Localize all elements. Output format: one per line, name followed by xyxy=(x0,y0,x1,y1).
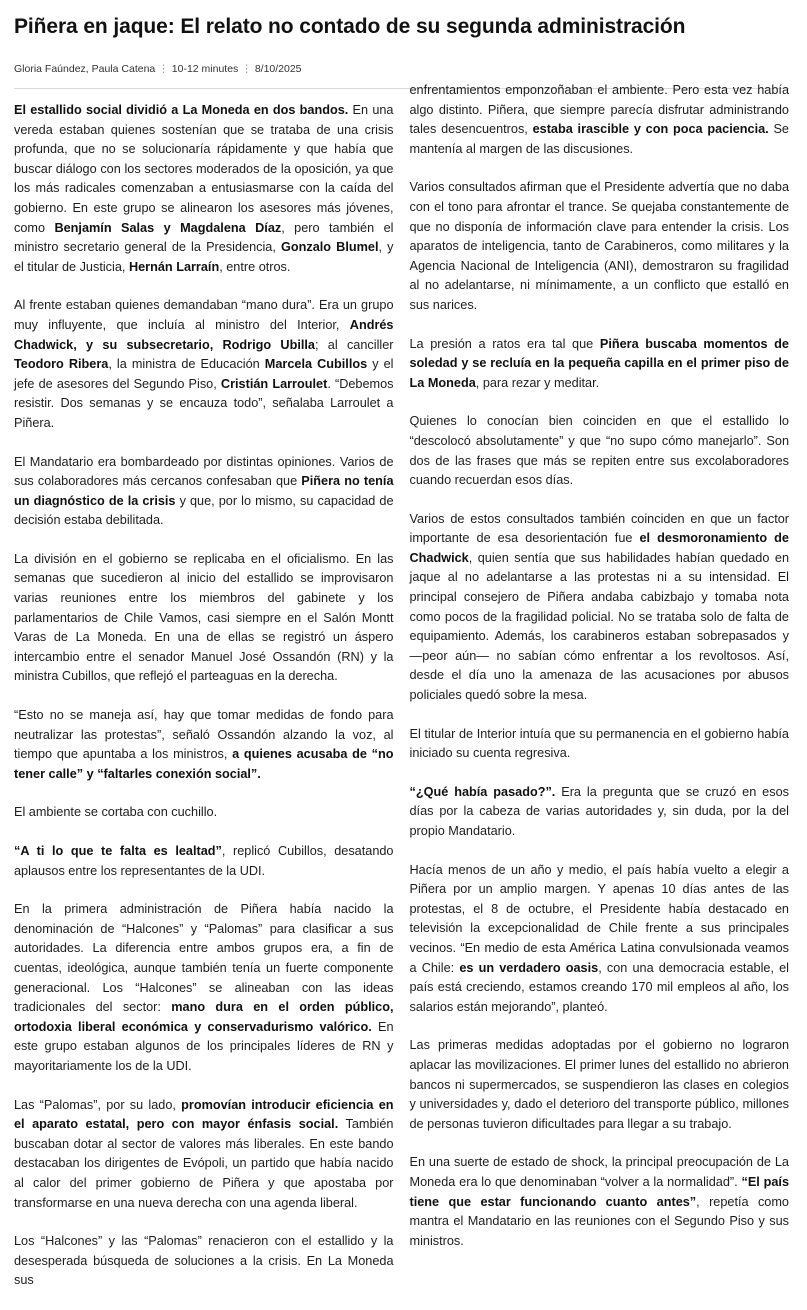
text-run: El ambiente se cortaba con cuchillo. xyxy=(14,805,218,820)
paragraph xyxy=(410,510,790,706)
text-run: Las “Palomas”, por su lado, xyxy=(14,1097,182,1112)
bold-text: el desmoronamiento de Chadwick xyxy=(409,531,789,565)
text-run: Varios consultados afirman que el Presidente advertía que no daba con el tono para afrontar el trance. Se quejaba constantemente de que no disponía de información clave para entender la crisis. Los aparatos de inteligencia, tanto de Carabineros, como militares y la Agencia Nacional de Inteligencia (ANI), demostraron su fragilidad al no adelantarse, ni mínimamente, a un conflicto que estalló en sus narices. xyxy=(409,180,789,312)
text-run: ; al canciller xyxy=(314,337,394,352)
bold-text: “El país tiene que estar funcionando cuanto antes” xyxy=(409,1174,789,1209)
text-run: También buscaban dotar al sector de valores más liberales. En este bando destacaban los dirigentes de Evópoli, un partido que había nacido al calor del primer gobierno de Piñera y que apostaba por transformarse en una nueva derecha con una agenda liberal. xyxy=(14,1117,394,1210)
right-column xyxy=(410,81,790,1310)
text-run: La presión a ratos era tal que xyxy=(409,336,600,351)
paragraph xyxy=(14,1232,394,1291)
article-date: 8/10/2025 xyxy=(254,63,302,75)
text-run: enfrentamientos emponzoñaban el ambiente. Pero esta vez había algo distinto. Piñera, que siempre parecía disfrutar administrando tales desencuentros, xyxy=(409,83,789,137)
paragraph xyxy=(410,725,790,764)
bold-text: Benjamín Salas y Magdalena Díaz xyxy=(54,220,282,235)
article-read-time: 10-12 minutes xyxy=(171,63,239,75)
text-run: En una suerte de estado de shock, la principal preocupación de La Moneda era lo que denominaban “volver a la normalidad”. xyxy=(409,1155,789,1189)
bold-text: a quienes acusaba de “no tener calle” y “faltarles conexión social”. xyxy=(14,747,394,781)
bold-text: Hernán Larraín xyxy=(128,259,220,274)
text-run: , con una democracia estable, el país está creciendo, estamos creando 170 mil empleos al año, los salarios están mejorando”, planteó. xyxy=(409,960,790,1014)
text-run: , y el titular de Justicia, xyxy=(14,240,394,274)
text-run: , entre otros. xyxy=(219,259,291,274)
article-title: Piñera en jaque: El relato no contado de su segunda administración xyxy=(14,15,686,38)
paragraph xyxy=(14,842,394,881)
text-run: , para rezar y meditar. xyxy=(475,375,600,390)
paragraph xyxy=(14,803,394,823)
text-run: . “Debemos resistir. Dos semanas y se encauza todo”, señalaba Larroulet a Piñera. xyxy=(14,376,394,430)
text-run: Hacía menos de un año y medio, el país había vuelto a elegir a Piñera por un amplio margen. Y apenas 10 días antes de las protestas, el 8 de octubre, el Presidente había destacado en televisión la excepcionalidad de Chile frente a sus principales vecinos. “En medio de esta América Latina convulsionada veamos a Chile: xyxy=(409,862,789,975)
paragraph xyxy=(14,706,394,784)
bold-text: Andrés Chadwick, y su subsecretario, Rodrigo Ubilla xyxy=(14,317,394,352)
bold-text: El estallido social dividió a La Moneda en dos bandos. xyxy=(14,103,349,117)
bold-text: “¿Qué había pasado?”. xyxy=(409,784,556,799)
paragraph xyxy=(410,81,790,159)
paragraph xyxy=(14,900,394,1076)
byline-separator: ⋮ xyxy=(158,63,169,75)
bold-text: Piñera no tenía un diagnóstico de la crisis xyxy=(14,474,394,508)
paragraph xyxy=(410,1036,790,1134)
text-run: El titular de Interior intuía que su permanencia en el gobierno había iniciado su cuenta regresiva. xyxy=(409,726,789,761)
text-run: , la ministra de Educación xyxy=(108,357,265,372)
paragraph xyxy=(410,335,790,394)
text-run: El Mandatario era bombardeado por distintas opiniones. Varios de sus colaboradores más cercanos confesaban que xyxy=(14,454,394,489)
text-run: Varios de estos consultados también coinciden en que un factor importante de esa desorientación fue xyxy=(409,511,789,546)
text-run: Quienes lo conocían bien coinciden en que el estallido lo “descolocó absolutamente” y que “no supo cómo manejarlo”. Son dos de las frases que más se repiten entre sus excolaboradores cuando recuerdan esos días. xyxy=(409,414,789,488)
text-run: y el jefe de asesores del Segundo Piso, xyxy=(14,357,394,391)
bold-text: Gonzalo Blumel xyxy=(281,240,379,255)
text-run: y que, por lo mismo, su capacidad de decisión estaba debilitada. xyxy=(14,493,394,528)
paragraph xyxy=(14,453,394,531)
bold-text: “A ti lo que te falta es lealtad” xyxy=(14,844,222,858)
text-run: , pero también el ministro secretario general de la Presidencia, xyxy=(14,220,394,255)
bold-text: es un verdadero oasis xyxy=(459,960,599,975)
left-column xyxy=(14,89,394,1310)
paragraph xyxy=(410,178,790,315)
bold-text: Piñera buscaba momentos de soledad y se recluía en la pequeña capilla en el primer piso de La Moneda xyxy=(409,336,789,390)
article-authors: Gloria Faúndez, Paula Catena xyxy=(14,63,156,75)
bold-text: mano dura en el orden público, ortodoxia liberal económica y conservadurismo valórico. xyxy=(14,1000,394,1034)
paragraph xyxy=(410,861,790,1018)
paragraph xyxy=(410,783,790,842)
text-run: Era la pregunta que se cruzó en esos días por la cabeza de varias autoridades y, sin duda, por la del propio Mandatario. xyxy=(409,784,789,838)
article-body xyxy=(14,83,790,1310)
paragraph xyxy=(14,101,394,277)
text-run: , repetía como mantra el Mandatario en las reuniones con el Segundo Piso y sus ministros. xyxy=(409,1194,789,1248)
text-run: En una vereda estaban quienes sostenían que se trataba de una crisis profunda, que no se solucionaría rápidamente y que había que buscar diálogo con los sectores moderados de la oposición, ya que los más radicales comenzaban a entusiasmarse con la caída del gobierno. En este grupo se alinearon los asesores más jóvenes, como xyxy=(14,103,394,235)
paragraph xyxy=(410,412,790,490)
text-run: Las primeras medidas adoptadas por el gobierno no lograron aplacar las movilizaciones. El primer lunes del estallido no abrieron bancos ni supermercados, se suspendieron las clases en colegios y universidades y, dado el deterioro del transporte público, millones de personas tuvieron dificultades para llegar a su trabajo. xyxy=(409,1038,789,1131)
paragraph xyxy=(410,1153,790,1251)
text-run: La división en el gobierno se replicaba en el oficialismo. En las semanas que sucedieron al inicio del estallido se improvisaron varias reuniones entre los miembros del gabinete y los parlamentarios de Chile Vamos, casi siempre en el Salón Montt Varas de La Moneda. En una de ellas se registró un áspero intercambio entre el senador Manuel José Ossandón (RN) y la ministra Cubillos, que reflejó el parteaguas en la derecha. xyxy=(14,551,394,684)
bold-text: estaba irascible y con poca paciencia. xyxy=(532,122,769,137)
paragraph xyxy=(14,550,394,687)
text-run: En la primera administración de Piñera había nacido la denominación de “Halcones” y “Palomas” para clasificar a sus autoridades. La diferencia entre ambos grupos era, a fin de cuentas, ideológica, aunque también tenía un fuerte componente generacional. Los “Halcones” se alineaban con las ideas tradicionales del sector: xyxy=(14,902,394,1015)
paragraph xyxy=(14,1096,394,1214)
text-run: Al frente estaban quienes demandaban “mano dura”. Era un grupo muy influyente, que incluía al ministro del Interior, xyxy=(14,298,394,332)
text-run: Los “Halcones” y las “Palomas” renacieron con el estallido y la desesperada búsqueda de soluciones a la crisis. En La Moneda sus xyxy=(14,1234,394,1288)
text-run: , quien sentía que sus habilidades habían quedado en jaque al no adelantarse a las protestas ni a su intensidad. El principal consejero de Piñera andaba cabizbajo y tomaba nota como pocos de la fragilidad policial. No se trataba solo de falta de equipamiento. Además, los carabineros estaban sobrepasados y —peor aún— no sabían cómo enfrentar a los revoltosos. Así, desde el día uno la amenaza de las acusaciones por abusos policiales quedó sobre la mesa. xyxy=(409,550,789,703)
text-run: , replicó Cubillos, desatando aplausos entre los representantes de la UDI. xyxy=(14,844,394,878)
text-run: “Esto no se maneja así, hay que tomar medidas de fondo para neutralizar las protestas”, señaló Ossandón alzando la voz, al tiempo que apuntaba a los ministros, xyxy=(14,708,394,762)
paragraph xyxy=(14,296,394,433)
bold-text: Teodoro Ribera xyxy=(14,357,109,372)
bold-text: promovían introducir eficiencia en el aparato estatal, pero con mayor énfasis social. xyxy=(14,1097,394,1132)
text-run: En este grupo estaban algunos de los principales líderes de RN y mayoritariamente los de la UDI. xyxy=(14,1019,394,1073)
bold-text: Marcela Cubillos xyxy=(264,357,368,372)
text-run: Se mantenía al margen de las discusiones. xyxy=(409,122,789,156)
bold-text: Cristián Larroulet xyxy=(220,376,328,391)
article-byline xyxy=(14,62,789,76)
byline-separator: ⋮ xyxy=(241,63,252,75)
